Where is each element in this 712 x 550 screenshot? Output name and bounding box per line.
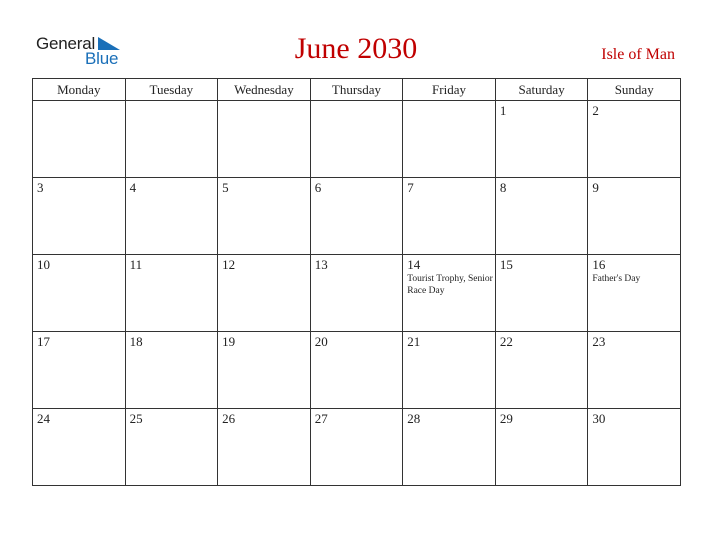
day-number: 10 <box>37 257 50 272</box>
day-number: 25 <box>129 411 143 426</box>
day-cell <box>495 332 588 409</box>
day-cell <box>495 255 588 332</box>
weekday-header: Friday <box>403 79 496 101</box>
day-number: 2 <box>592 103 599 118</box>
day-cell <box>218 409 311 486</box>
logo-word-blue: Blue <box>85 49 119 68</box>
day-number: 30 <box>592 411 606 426</box>
day-cell <box>125 332 218 409</box>
day-cell <box>125 178 218 255</box>
weekday-header: Sunday <box>588 79 681 101</box>
day-number: 17 <box>37 334 50 349</box>
week-row <box>33 409 681 486</box>
day-number: 12 <box>222 257 236 272</box>
day-number: 29 <box>499 411 513 426</box>
day-number: 27 <box>314 411 328 426</box>
day-cell <box>310 332 403 409</box>
holiday-label: Father's Day <box>592 274 641 284</box>
calendar-grid <box>32 78 681 486</box>
day-number: 8 <box>499 180 507 195</box>
day-cell <box>310 101 403 178</box>
day-cell <box>588 255 681 332</box>
day-number: 23 <box>592 334 606 349</box>
calendar-title: June 2030 <box>294 32 418 65</box>
week-row <box>33 255 681 332</box>
day-cell <box>495 101 588 178</box>
week-row <box>33 101 681 178</box>
day-cell <box>33 409 126 486</box>
day-number: 4 <box>129 180 137 195</box>
weekday-header: Wednesday <box>218 79 311 101</box>
day-cell <box>403 255 496 332</box>
day-number: 13 <box>314 257 328 272</box>
day-cell <box>218 178 311 255</box>
weekday-header: Monday <box>33 79 126 101</box>
holiday-label: Tourist Trophy, Senior Race Day <box>407 274 493 296</box>
day-cell <box>218 332 311 409</box>
weekday-header: Saturday <box>495 79 588 101</box>
day-cell <box>125 101 218 178</box>
day-number: 26 <box>222 411 236 426</box>
day-cell <box>588 332 681 409</box>
day-cell <box>310 178 403 255</box>
day-cell <box>125 409 218 486</box>
day-cell <box>33 178 126 255</box>
day-cell <box>33 101 126 178</box>
day-cell <box>403 178 496 255</box>
day-number: 22 <box>499 334 513 349</box>
day-cell <box>588 409 681 486</box>
day-number: 28 <box>407 411 421 426</box>
weekday-header-row <box>33 79 681 101</box>
day-number: 11 <box>129 257 143 272</box>
day-number: 6 <box>314 180 322 195</box>
weekday-header: Tuesday <box>125 79 218 101</box>
day-number: 20 <box>314 334 328 349</box>
day-number: 5 <box>222 180 229 195</box>
day-cell <box>403 409 496 486</box>
day-number: 16 <box>592 257 606 272</box>
day-cell <box>495 178 588 255</box>
day-cell <box>588 101 681 178</box>
day-cell <box>403 332 496 409</box>
day-cell <box>33 255 126 332</box>
day-number: 3 <box>37 180 44 195</box>
day-cell <box>310 409 403 486</box>
week-row <box>33 178 681 255</box>
day-number: 7 <box>407 180 414 195</box>
day-number: 9 <box>592 180 599 195</box>
day-cell <box>218 101 311 178</box>
logo-word-general: General <box>36 34 96 53</box>
day-number: 14 <box>407 257 421 272</box>
day-number: 15 <box>499 257 513 272</box>
day-number: 1 <box>499 103 507 118</box>
day-cell <box>310 255 403 332</box>
weekday-header: Thursday <box>310 79 403 101</box>
day-cell <box>403 101 496 178</box>
day-cell <box>495 409 588 486</box>
day-number: 18 <box>129 334 143 349</box>
region-label: Isle of Man <box>601 46 675 63</box>
day-number: 21 <box>407 334 421 349</box>
day-cell <box>588 178 681 255</box>
day-cell <box>218 255 311 332</box>
day-number: 19 <box>222 334 236 349</box>
day-cell <box>125 255 218 332</box>
day-cell <box>33 332 126 409</box>
day-number: 24 <box>37 411 50 426</box>
week-row <box>33 332 681 409</box>
